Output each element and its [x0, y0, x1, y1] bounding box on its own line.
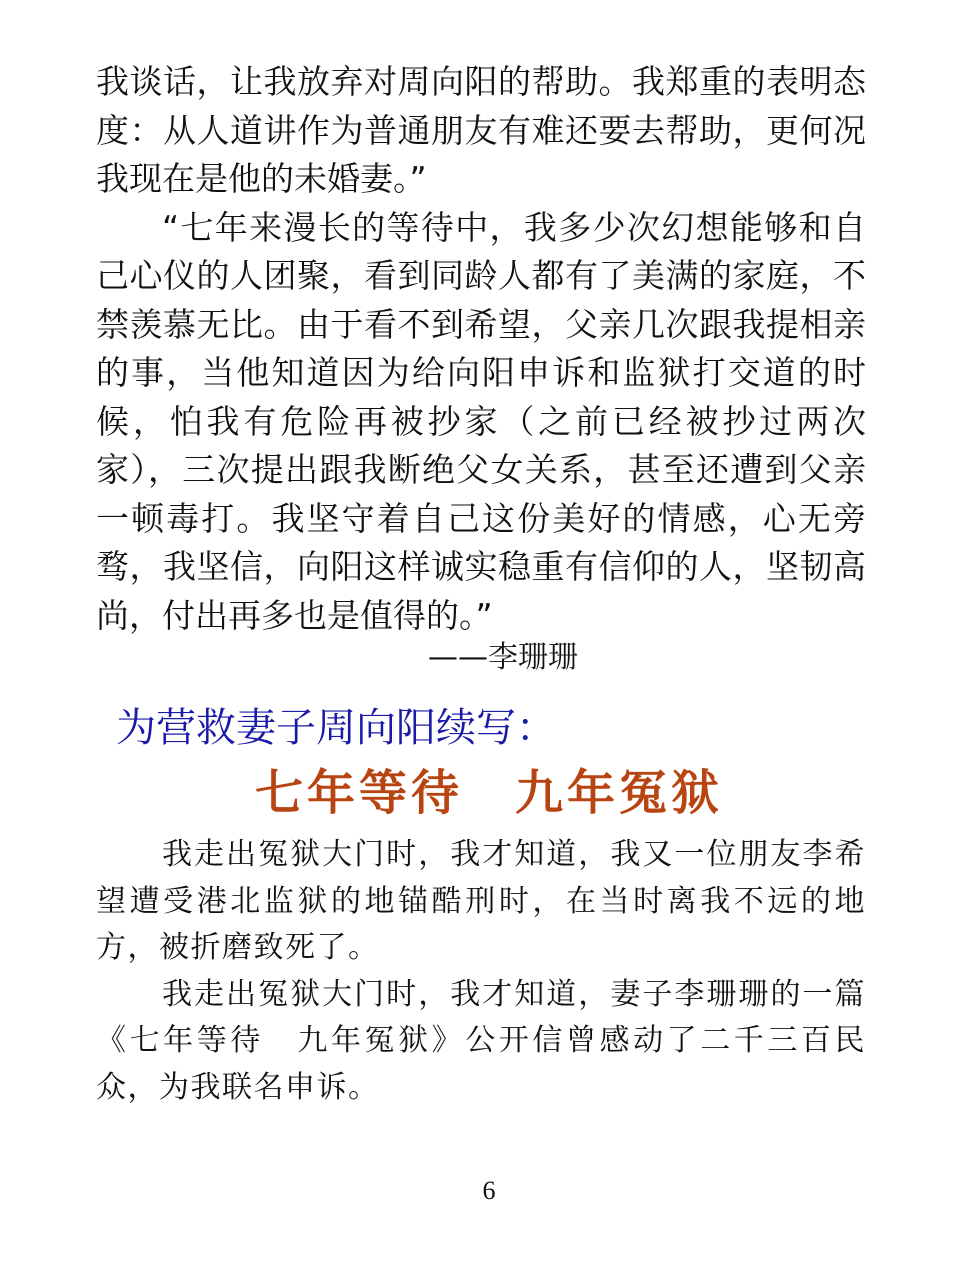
body-paragraph: 我走出冤狱大门时，我才知道，妻子李珊珊的一篇《七年等待 九年冤狱》公开信曾感动了二千三百民众，为我联名申诉。	[96, 976, 866, 1105]
main-title: 七年等待 九年冤狱	[254, 765, 723, 821]
quote-signature: ——李珊珊	[428, 640, 578, 675]
page-number: 6	[482, 1176, 496, 1205]
body-paragraph: 我走出冤狱大门时，我才知道，我又一位朋友李希望遭受港北监狱的地锚酷刑时，在当时离我不远的地方，被折磨致死了。	[96, 837, 866, 965]
quoted-letter	[96, 58, 866, 640]
body-text	[96, 832, 866, 1111]
section-heading: 为营救妻子周向阳续写：	[116, 705, 556, 751]
quote-paragraph: “七年来漫长的等待中，我多少次幻想能够和自己心仪的人团聚，看到同龄人都有了美满的家庭，不禁羡慕无比。由于看不到希望，父亲几次跟我提相亲的事，当他知道因为给向阳申诉和监狱打交道的时候，怕我有危险再被抄家（之前已经被抄过两次家），三次提出跟我断绝父女关系，甚至还遭到父亲一顿毒打。我坚守着自己这份美好的情感，心无旁骛，我坚信，向阳这样诚实稳重有信仰的人，坚韧高尚，付出再多也是值得的。”	[96, 207, 866, 635]
quote-paragraph: 我谈话，让我放弃对周向阳的帮助。我郑重的表明态度：从人道讲作为普通朋友有难还要去帮助，更何况我现在是他的未婚妻。”	[96, 62, 866, 198]
